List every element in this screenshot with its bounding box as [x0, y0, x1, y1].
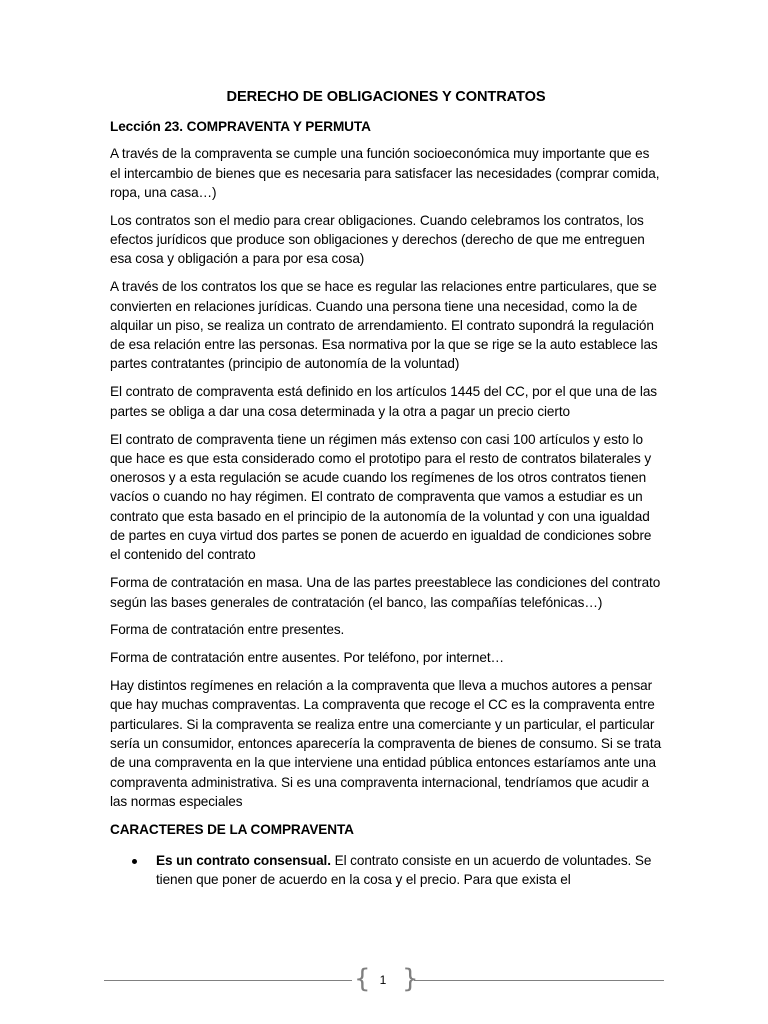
bullet-term: Es un contrato consensual.: [156, 853, 331, 869]
page-footer: [104, 962, 664, 998]
footer-brace-open: {: [354, 964, 371, 994]
footer-brace-close: }: [402, 964, 419, 994]
paragraph: Forma de contratación entre presentes.: [110, 622, 345, 638]
paragraph: A través de la compraventa se cumple una función socioeconómica muy importante que es el intercambio de bienes que es necesaria para satisfacer las necesidades (comprar comida, ropa, una casa…): [110, 146, 660, 200]
footer-rule-right: [414, 980, 664, 981]
bullet-text: El contrato consiste en un acuerdo de voluntades. Se tienen que poner de acuerdo en la cosa y el precio. Para que exista el: [156, 853, 652, 888]
paragraph: Hay distintos regímenes en relación a la compraventa que lleva a muchos autores a pensar que hay muchas compraventas. La compraventa que recoge el CC es la compraventa entre particulares. Si la compraventa se realiza entre una comerciante y un particular, el particular sería un consumidor, entonces aparecería la compraventa de bienes de consumo. Si se trata de una compraventa en la que interviene una entidad pública entonces estaríamos ante una compraventa administrativa. Si es una compraventa internacional, tendríamos que acudir a las normas especiales: [110, 678, 662, 809]
paragraph: Forma de contratación en masa. Una de las partes preestablece las condiciones del contrato según las bases generales de contratación (el banco, las compañías telefónicas…): [110, 575, 661, 610]
paragraph: El contrato de compraventa está definido en los artículos 1445 del CC, por el que una de las partes se obliga a dar una cosa determinada y la otra a pagar un precio cierto: [110, 384, 657, 419]
paragraph: Los contratos son el medio para crear obligaciones. Cuando celebramos los contratos, los efectos jurídicos que produce son obligaciones y derechos (derecho de que me entreguen esa cosa y obligación a para por esa cosa): [110, 212, 645, 267]
section-heading: CARACTERES DE LA COMPRAVENTA: [110, 821, 354, 837]
lesson-heading: Lección 23. COMPRAVENTA Y PERMUTA: [110, 119, 371, 134]
paragraph: Forma de contratación entre ausentes. Por teléfono, por internet…: [110, 650, 504, 666]
bullet-item: [110, 851, 662, 890]
page-number: 1: [379, 973, 387, 987]
bullet-icon: [132, 859, 137, 864]
paragraph: El contrato de compraventa tiene un régimen más extenso con casi 100 artículos y esto lo que hace es que esta considerado como el prototipo para el resto de contratos bilaterales y onerosos y a esta regulación se acude cuando los regímenes de los otros contratos tienen vacíos o cuando no hay régimen. El contrato de compraventa que vamos a estudiar es un contrato que esta basado en el principio de la autonomía de la voluntad y con una igualdad de partes en cuya virtud dos partes se ponen de acuerdo en igualdad de condiciones sobre el contenido del contrato: [110, 431, 652, 563]
bullet-list: [110, 851, 662, 890]
paragraph: A través de los contratos los que se hace es regular las relaciones entre particulares, que se convierten en relaciones jurídicas. Cuando una persona tiene una necesidad, como la de alquilar un piso, se realiza un contrato de arrendamiento. El contrato supondrá la regulación de esa relación entre las personas. Esa normativa por la que se rige se la auto establece las partes contratantes (principio de autonomía de la voluntad): [110, 279, 658, 372]
footer-rule-left: [104, 980, 352, 981]
document-title: DERECHO DE OBLIGACIONES Y CONTRATOS: [226, 89, 546, 105]
page-content: [110, 87, 662, 890]
